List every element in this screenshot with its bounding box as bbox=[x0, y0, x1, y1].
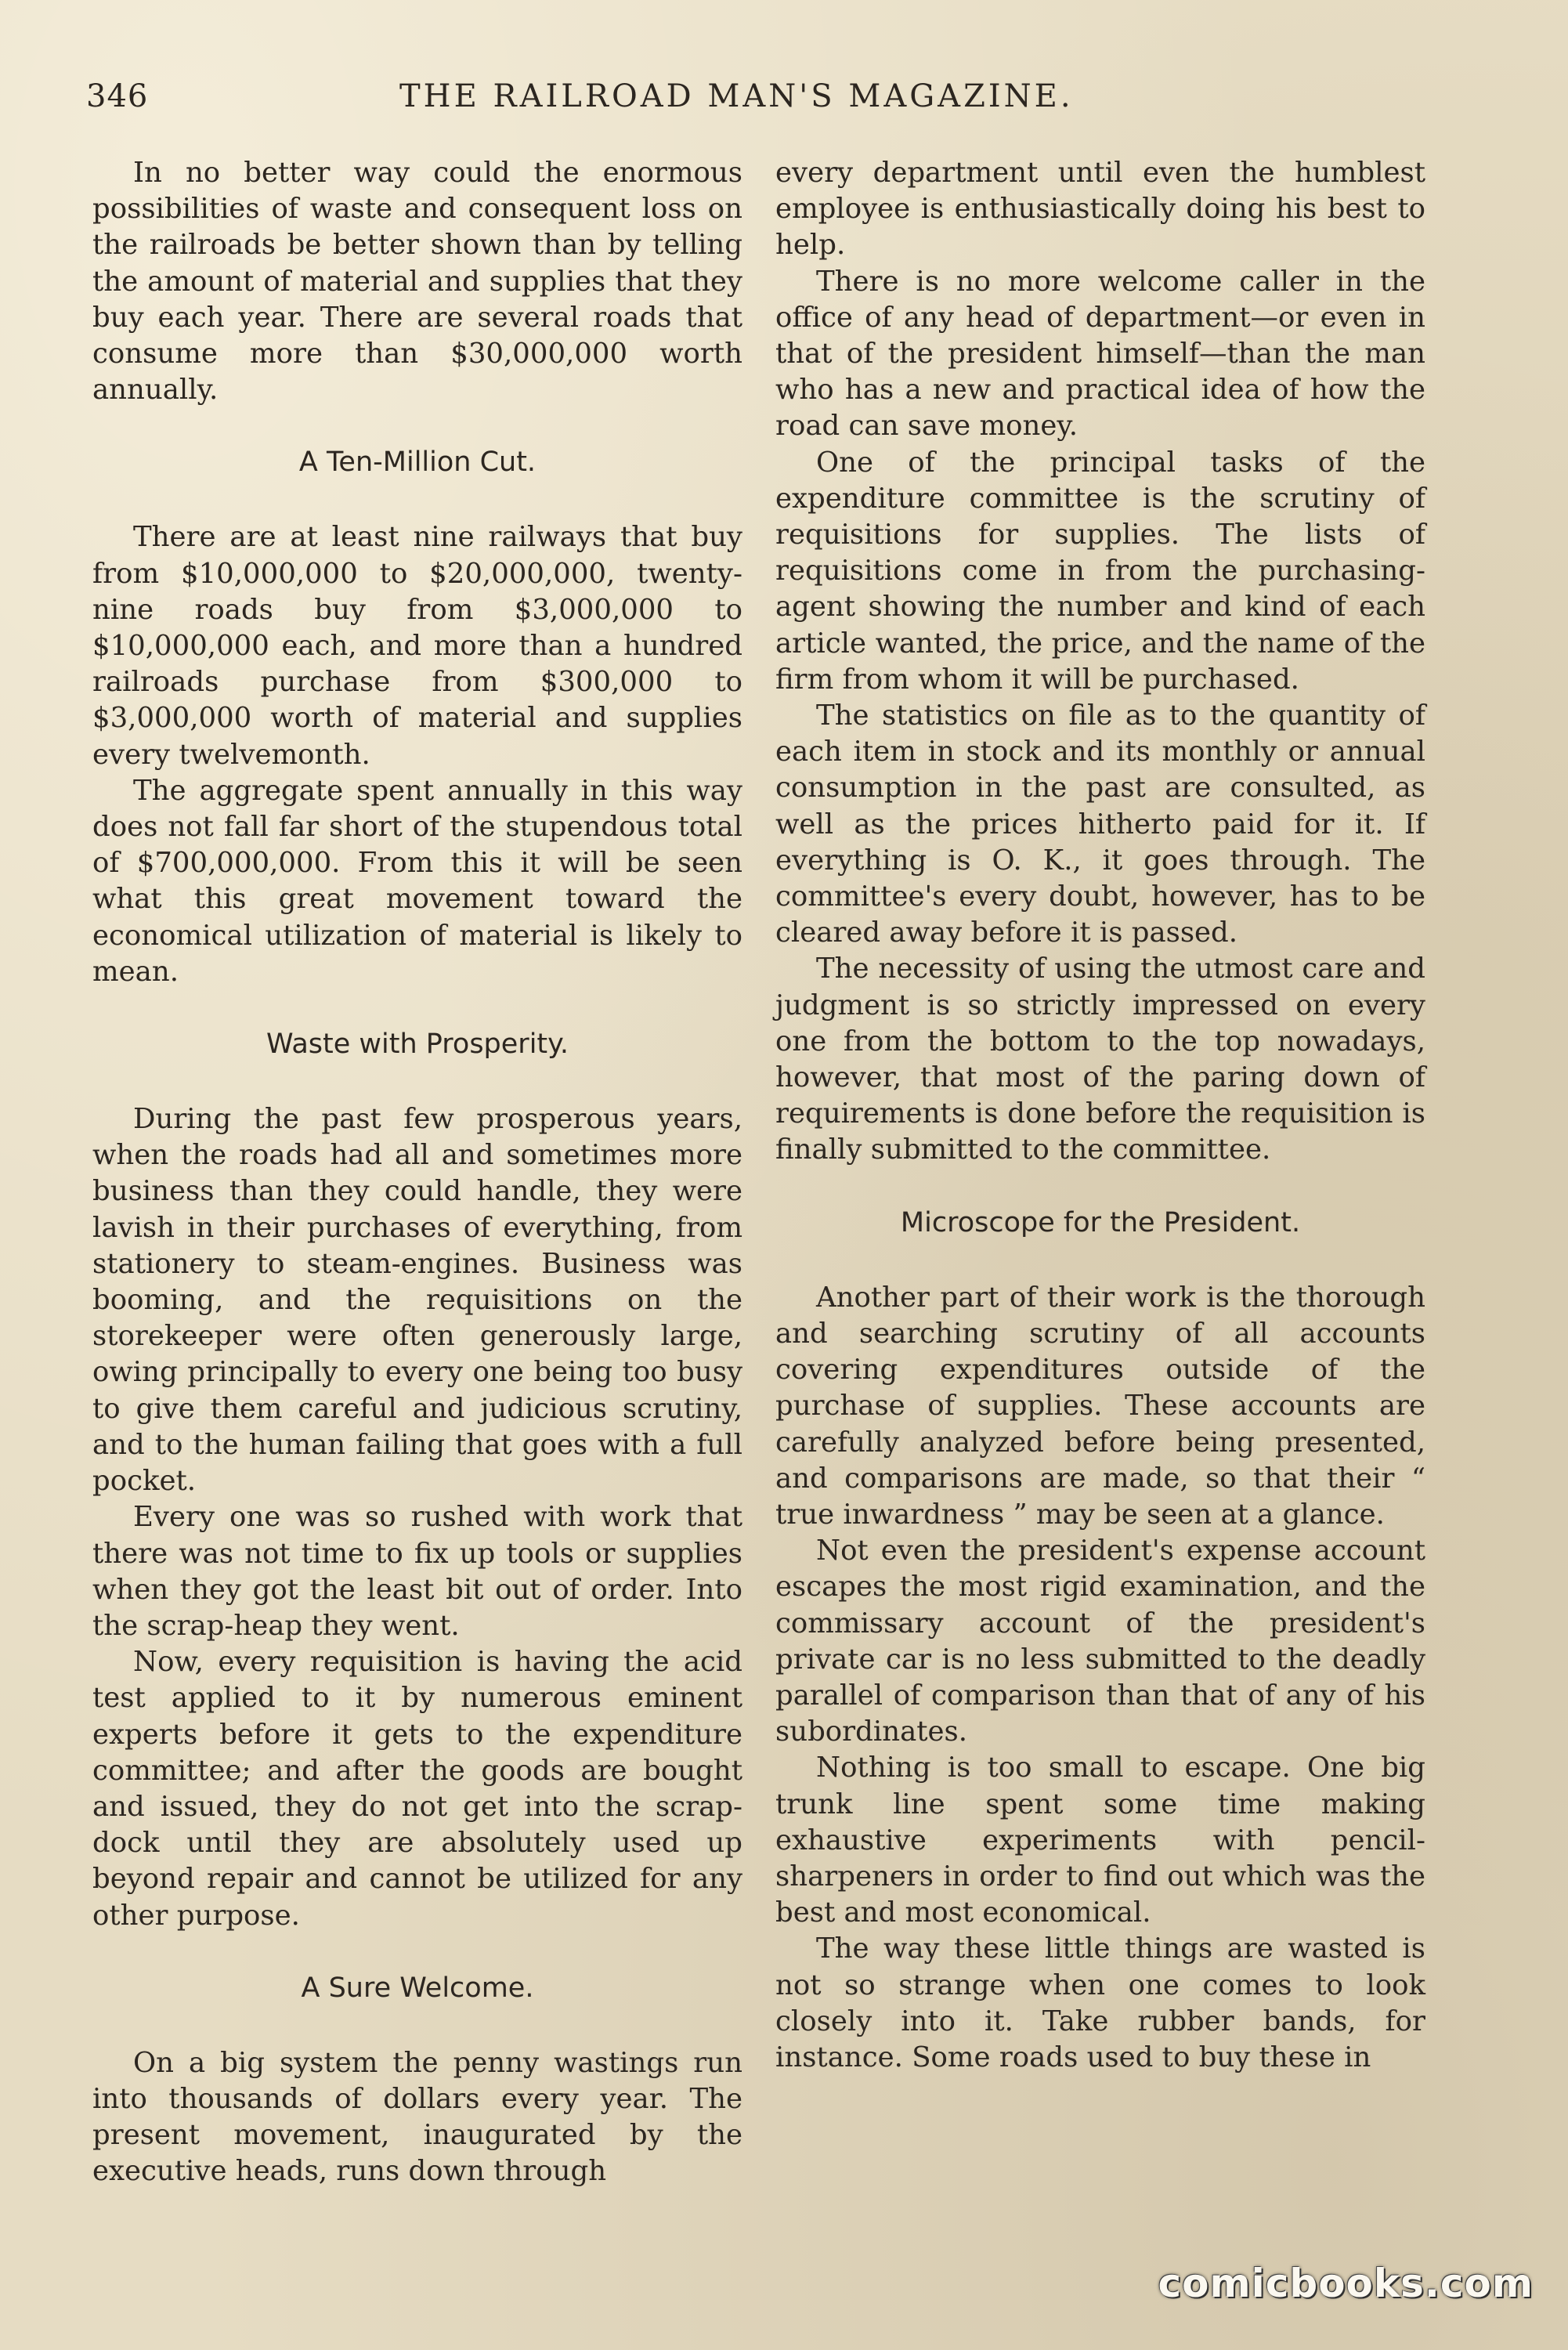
page-number: 346 bbox=[86, 78, 149, 114]
right-column bbox=[775, 155, 1425, 2076]
continued-paragraph: every department until even the humblest employee is enthusiastically doing his best to help. bbox=[775, 157, 1425, 262]
section-heading-waste-with-prosperity: Waste with Prosperity. bbox=[266, 1029, 569, 1061]
running-title: THE RAILROAD MAN'S MAGAZINE. bbox=[399, 78, 1074, 114]
paragraph: The way these little things are wasted is not so strange when one comes to look closely into it. Take rubber bands, for instance. Some roads used to buy these in bbox=[775, 1932, 1425, 2073]
left-column bbox=[92, 155, 742, 2190]
paragraph: During the past few prosperous years, when the roads had all and sometimes more business than they could handle, they were lavish in their purchases of everything, from stationery to steam-engines. Business was booming, and the requisitions on the storekeeper were often generously large, owing principally to every one being too busy to give them careful and judicious scrutiny, and to the human failing that goes with a full pocket. bbox=[92, 1103, 742, 1498]
page-header bbox=[86, 78, 1465, 125]
paragraph: The aggregate spent annually in this way does not fall far short of the stupendous total of $700,000,000. From this it will be seen what this great movement toward the economical utilization of material is likely to mean. bbox=[92, 774, 742, 988]
paragraph: Every one was so rushed with work that there was not time to fix up tools or supplies when they got the least bit out of order. Into the scrap-heap they went. bbox=[92, 1501, 742, 1642]
paragraph: Nothing is too small to escape. One big trunk line spent some time making exhaustive experiments with pencil-sharpeners in order to find out which was the best and most economical. bbox=[775, 1752, 1425, 1929]
section-heading-microscope-for-the-president: Microscope for the President. bbox=[900, 1206, 1301, 1238]
section-heading-ten-million-cut: A Ten-Million Cut. bbox=[298, 446, 537, 479]
paragraph: There is no more welcome caller in the office of any head of department—or even in that of the president himself—than the man who has a new and practical idea of how the road can save money. bbox=[775, 265, 1425, 443]
site-watermark: comicbooks.com bbox=[1158, 2261, 1534, 2306]
paragraph: On a big system the penny wastings run into thousands of dollars every year. The present movement, inaugurated by the executive heads, runs down through bbox=[92, 2046, 742, 2188]
paragraph: There are at least nine railways that buy from $10,000,000 to $20,000,000, twenty-nine roads buy from $3,000,000 to $10,000,000 each, and more than a hundred railroads purchase from $300,000 to $3,000,000 worth of material and supplies every twelvemonth. bbox=[92, 521, 742, 771]
paragraph: The necessity of using the utmost care and judgment is so strictly impressed on every one from the bottom to the top nowadays, however, that most of the paring down of requirements is done before the requisition is finally submitted to the committee. bbox=[775, 953, 1425, 1166]
paragraph: One of the principal tasks of the expenditure committee is the scrutiny of requisitions for supplies. The lists of requisitions come in from the purchasing-agent showing the number and kind of each article wanted, the price, and the name of the firm from whom it will be purchased. bbox=[775, 446, 1425, 696]
intro-paragraph: In no better way could the enormous possibilities of waste and consequent loss on the railroads be better shown than by telling the amount of material and supplies that they buy each year. There are several roads that consume more than $30,000,000 worth annually. bbox=[92, 157, 742, 407]
paragraph: Now, every requisition is having the acid test applied to it by numerous eminent experts before it gets to the expenditure committee; and after the goods are bought and issued, they do not get into the scrap-dock until they are absolutely used up beyond repair and cannot be utilized for any other purpose. bbox=[92, 1646, 742, 1932]
paragraph: Another part of their work is the thorough and searching scrutiny of all accounts covering expenditures outside of the purchase of supplies. These accounts are carefully analyzed before being presented, and comparisons are made, so that their “ true inwardness ” may be seen at a glance. bbox=[775, 1281, 1425, 1531]
paragraph: Not even the president's expense account escapes the most rigid examination, and the commissary account of the president's private car is no less submitted to the deadly parallel of comparison than that of any of his subordinates. bbox=[775, 1535, 1425, 1748]
paragraph: The statistics on file as to the quantity of each item in stock and its monthly or annual consumption in the past are consulted, as well as the prices hitherto paid for it. If everything is O. K., it goes through. The committee's every doubt, however, has to be cleared away before it is passed. bbox=[775, 700, 1425, 949]
section-heading-a-sure-welcome: A Sure Welcome. bbox=[301, 1972, 534, 2004]
